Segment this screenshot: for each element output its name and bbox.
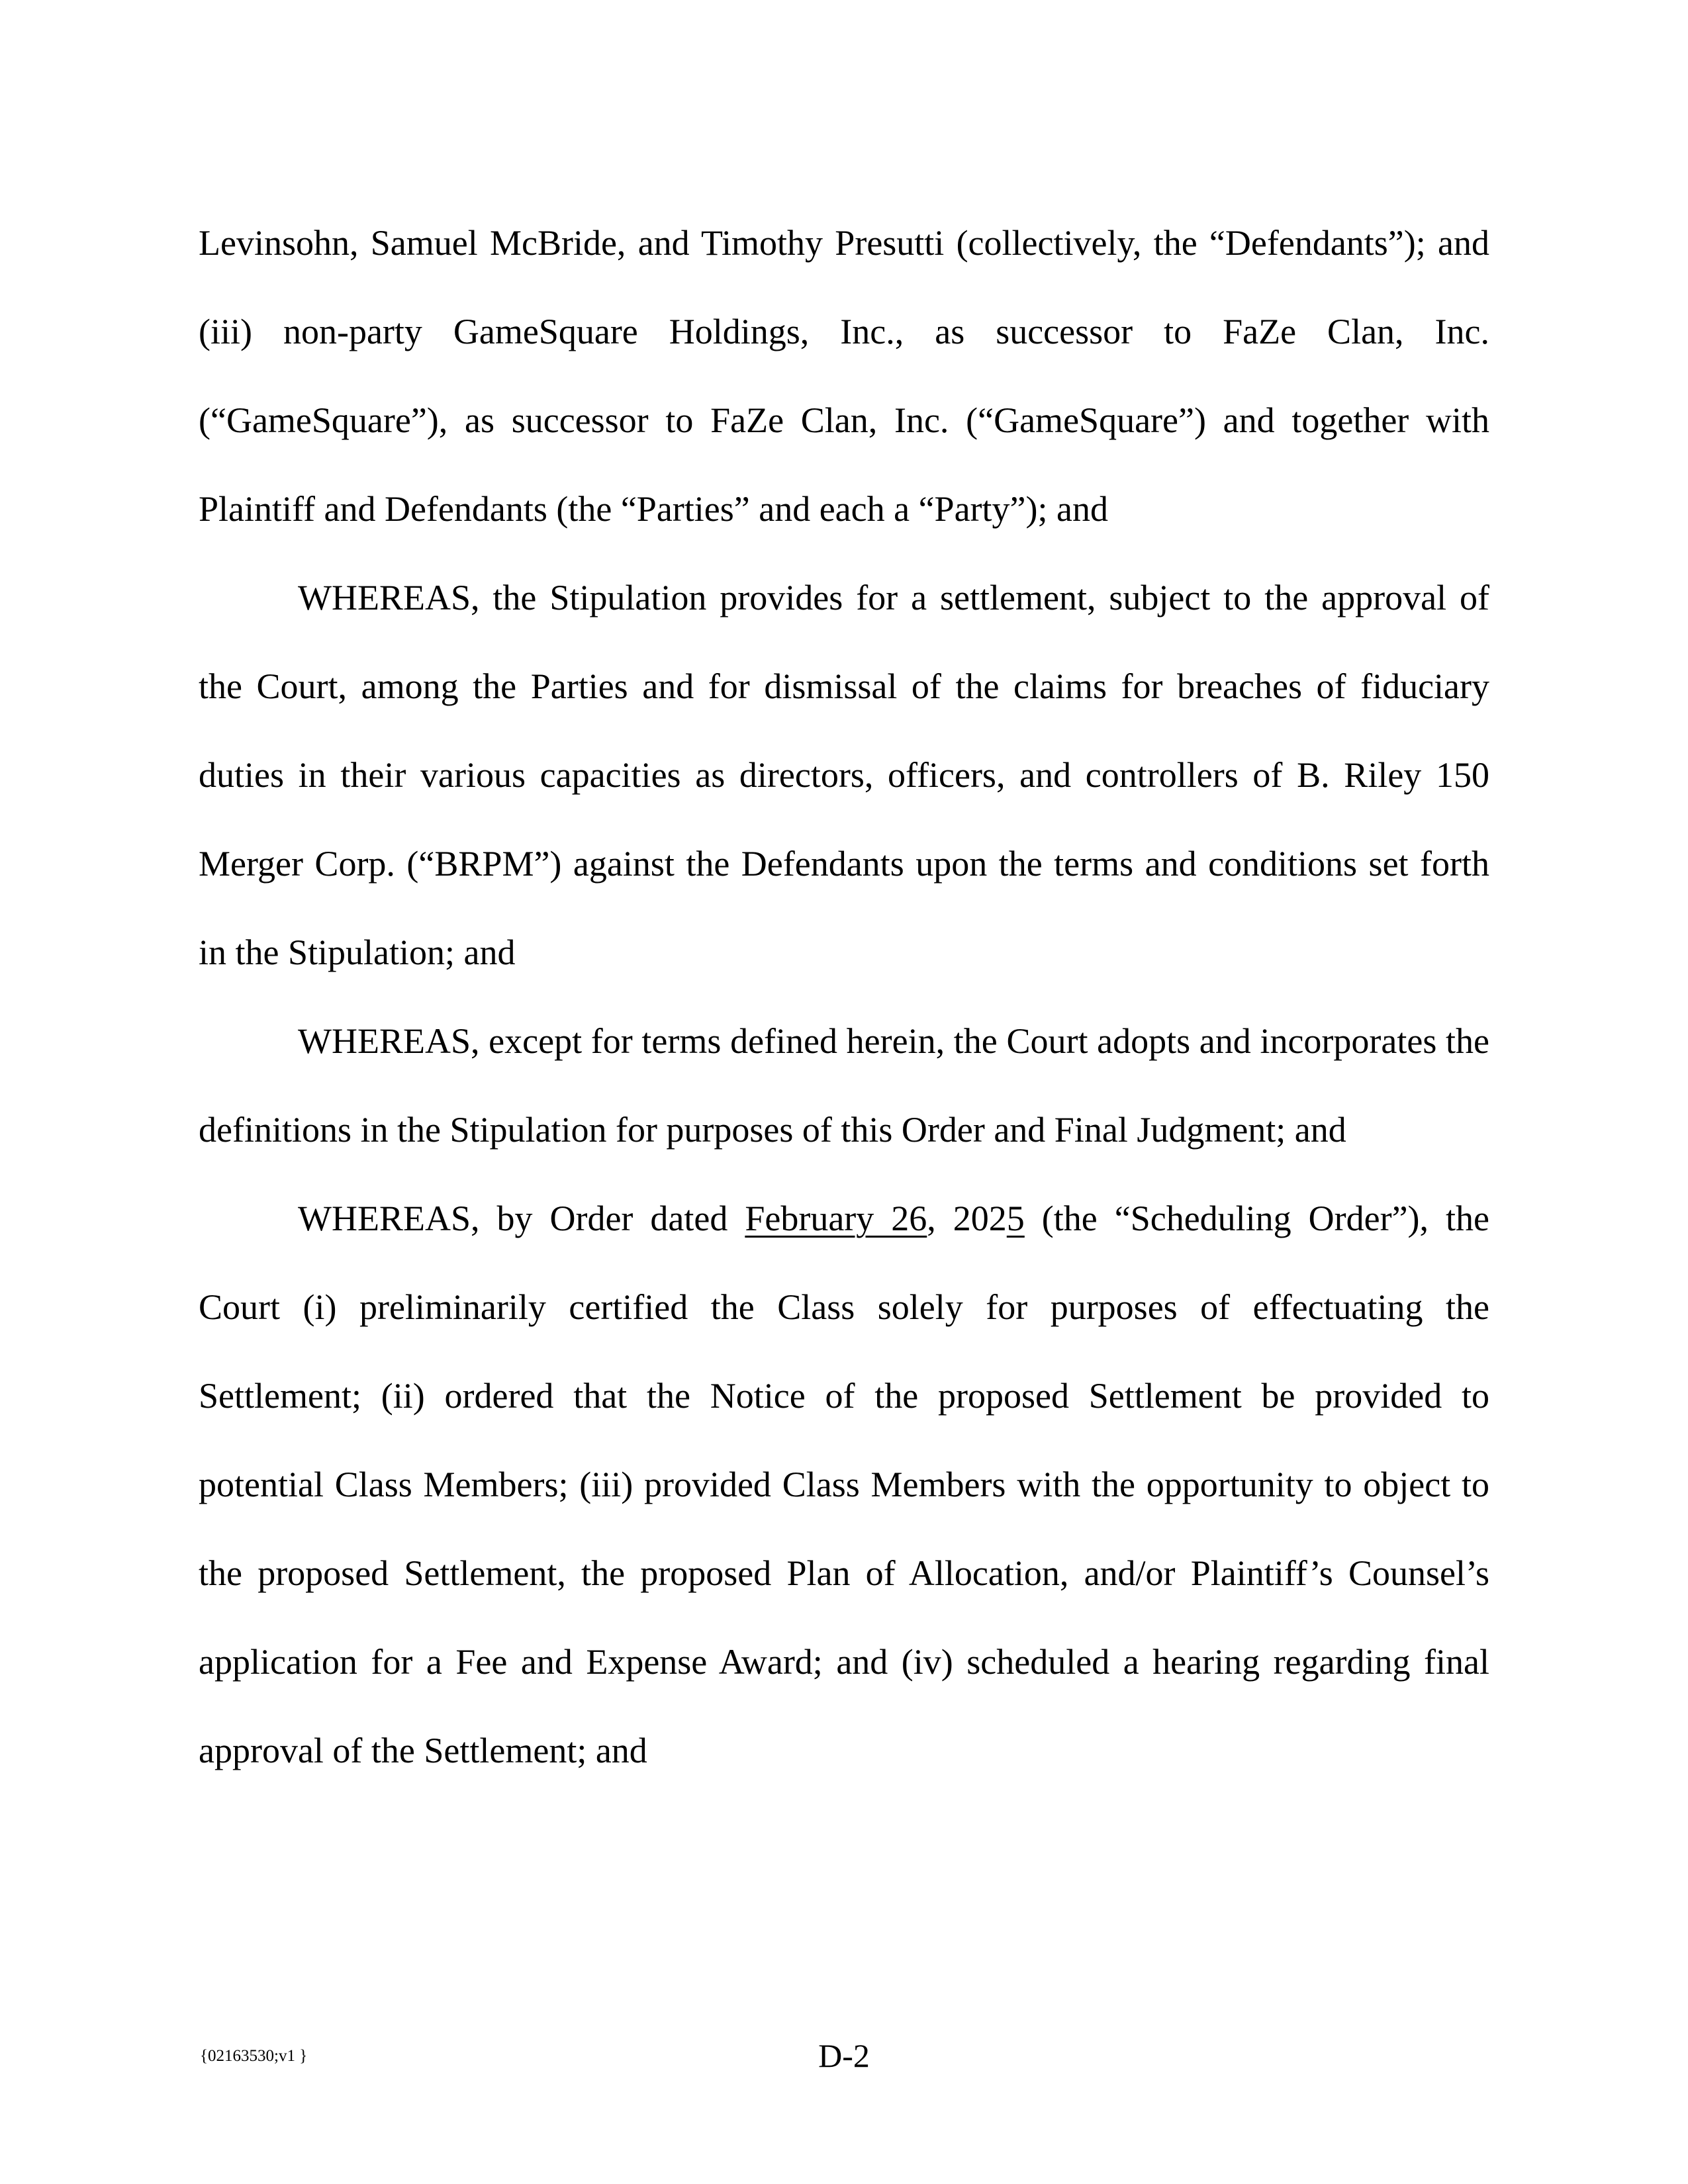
paragraph-whereas-definitions: WHEREAS, except for terms defined herein, the Court adopts and incorporates the definitions in the Stipulation for purposes of this Order and Final Judgment; and bbox=[199, 1021, 1489, 1150]
paragraph-parties-continued: Levinsohn, Samuel McBride, and Timothy Presutti (collectively, the “Defendants”); and (iii) non-party GameSquare Holdings, Inc., as successor to FaZe Clan, Inc. (“GameSquare”), as successor to FaZe Clan, Inc. (“GameSquare”) and together with Plaintiff and Defendants (the “Parties” and each a “Party”); and bbox=[199, 223, 1489, 529]
document-body bbox=[199, 199, 1489, 1795]
footer-document-id: {02163530;v1 } bbox=[200, 2047, 308, 2065]
scheduling-order-year-digit: 5 bbox=[1006, 1199, 1025, 1238]
scheduling-order-lead: WHEREAS, by Order dated bbox=[298, 1199, 745, 1238]
scheduling-order-rest: (the “Scheduling Order”), the Court (i) preliminarily certified the Class solely for purposes of effectuating the Settlement; (ii) ordered that the Notice of the proposed Settlement be provided to potential Class Members; (iii) provided Class Members with the opportunity to object to the proposed Settlement, the proposed Plan of Allocation, and/or Plaintiff’s Counsel’s application for a Fee and Expense Award; and (iv) scheduled a hearing regarding final approval of the Settlement; and bbox=[199, 1199, 1490, 1770]
scheduling-order-year-prefix: 202 bbox=[953, 1199, 1007, 1238]
paragraph-whereas-stipulation: WHEREAS, the Stipulation provides for a settlement, subject to the approval of the Court, among the Parties and for dismissal of the claims for breaches of fiduciary duties in their various capacities as directors, officers, and controllers of B. Riley 150 Merger Corp. (“BRPM”) against the Defendants upon the terms and conditions set forth in the Stipulation; and bbox=[199, 578, 1489, 972]
paragraph-whereas-scheduling-order bbox=[199, 1174, 1489, 1795]
footer-page-number: D-2 bbox=[818, 2037, 870, 2074]
scheduling-order-date: February 26 bbox=[745, 1199, 927, 1238]
scheduling-order-date-comma: , bbox=[927, 1199, 953, 1238]
